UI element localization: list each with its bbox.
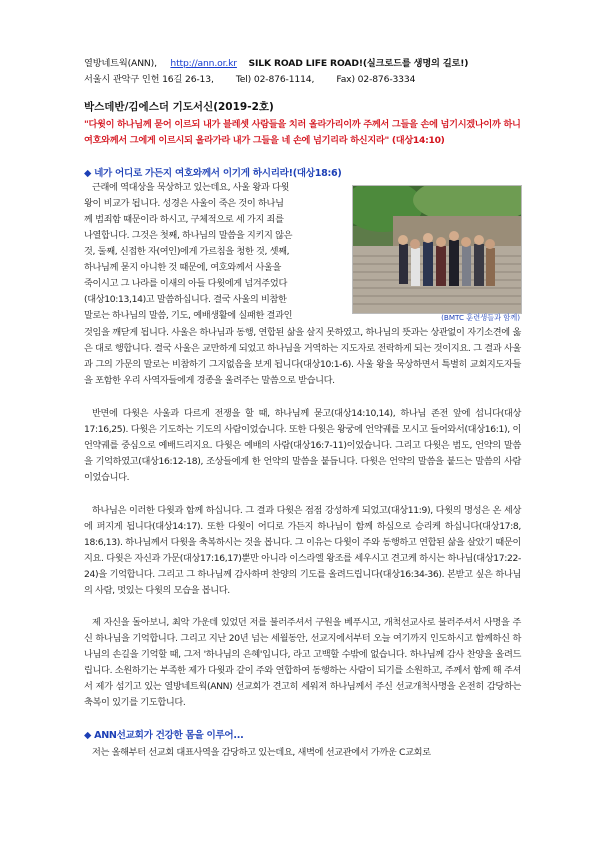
org-name: 열방네트웍(ANN), [84,58,157,69]
diamond-icon: ◆ [84,730,92,741]
text-line: 근래에 역대상을 묵상하고 있는데요, 사울 왕과 다윗 [92,182,290,193]
group-photo [352,185,522,314]
org-website-link[interactable]: http://ann.or.kr [170,58,237,69]
org-slogan: SILK ROAD LIFE ROAD!(실크로드를 생명의 길로!) [248,58,469,69]
paragraph-1-rest: 것임을 깨닫게 됩니다. 사울은 하나님과 동행, 연합된 삶을 살지 못하였고, 하나님의 뜻과는 상관없이 자기소견에 옳은 대로 행합니다. 결국 사울은 교만하게 되었고 하나님을 거역하는 지도자로 전락하게 되는 것이지요. 그 결과 사울과 그의 가문의 말로는 비참하기 그지없음을 보게 됩니다(대상10:1-6). 사울 왕을 묵상하면서 특별히 교회지도자들을 포함한 우리 사역자들에게 경종을 울려주는 말씀으로 받습니다. [84,327,521,387]
diamond-icon: ◆ [84,168,92,179]
text-line: 나열합니다. 그것은 첫째, 하나님의 말씀을 지키지 않은 [84,230,293,242]
opening-verse: "다윗이 하나님께 묻어 이르되 내가 블레셋 사람들을 치러 올라가리이까 주께서 그들을 손에 넘기시겠나이까 하니 여호와께서 그에게 이르시되 올라가라 내가 그들을 네 손에 넘기리라 하신지라" (대상14:10) [84,119,521,146]
section-heading-2-text: ANN선교회가 건강한 몸을 이루어... [94,730,244,741]
letterhead-line-1 [84,56,468,72]
section-heading-1 [84,165,341,179]
section-heading-2 [84,727,243,741]
paragraph-4: 제 자신을 돌아보니, 최악 가운데 있었던 저를 불러주셔서 구원을 베푸시고, 개척선교사로 불러주셔서 사명을 주신 하나님을 기억합니다. 그리고 지난 20년 넘는 세월동안, 선교지에서부터 오늘 여기까지 인도하시고 함께하신 하나님의 손길을 기억할 때, 그저 '하나님의 은혜'입니다, 라고 고백할 수밖에 없습니다. 하나님께 감사 찬양을 올려드립니다. 소원하기는 부족한 제가 다윗과 같이 주와 연합하여 동행하는 사람이 되기를 소원하고, 주께서 함께 해 주셔서 제가 섬기고 있는 열방네트웍(ANN) 선교회가 견고히 세워져 하나님께서 주신 선교개척사명을 온전히 감당하는 축복이 있기를 기도합니다. [84,617,521,709]
paragraph-5: 저는 올해부터 선교회 대표사역을 감당하고 있는데요, 새벽에 선교관에서 가까운 C교회로 [92,747,431,758]
letterhead-line-2: 서울시 관악구 인헌 16길 26-13, Tel) 02-876-1114, Fax) 02-876-3334 [84,74,416,85]
text-line: 하나님께 묻지 아니한 것 때문에, 여호와께서 사울을 [84,262,282,274]
paragraph-3: 하나님은 이러한 다윗과 함께 하십니다. 그 결과 다윗은 점점 강성하게 되었고(대상11:9), 다윗의 명성은 온 세상에 퍼지게 됩니다(대상14:17). 또한 다윗이 어디로 가든지 하나님이 함께 하심으로 승리케 하십니다(대상17:8, 18:6,13). 하나님께서 다윗을 축복하시는 것을 봅니다. 그 이유는 다윗이 주와 동행하고 연합된 삶을 살았기 때문이지요. 다윗은 자신과 가문(대상17:16,17)뿐만 아니라 이스라엘 왕조를 세우시고 견고케 하시는 하나님(대상17:22-24)을 기억합니다. 그리고 그 하나님께 감사하며 찬양의 기도를 올려드립니다(대상16:34-36). 본받고 싶은 하나님의 사람, 멋있는 다윗의 모습을 봅니다. [84,505,521,597]
letter-title: 박스데반/김에스더 기도서신(2019-2호) [84,101,274,113]
photo-caption: (BMTC 훈련생들과 함께) [441,313,520,322]
letterhead [84,56,468,88]
text-line: 께 범죄함 때문이라 하시고, 구체적으로 세 가지 죄를 [84,214,284,226]
text-line: 죽이시고 그 나라를 이새의 아들 다윗에게 넘겨주었다 [84,278,287,290]
paragraph-2: 반면에 다윗은 사울과 다르게 전쟁을 할 때, 하나님께 묻고(대상14:10,14), 하나님 존전 앞에 섭니다(대상17:16,25). 다윗은 기도하는 기도의 사람이었습니다. 또한 다윗은 왕궁에 언약궤를 모시고 들어와서(대상16:1), 이 언약궤를 중심으로 예배드리지요. 다윗은 예배의 사람(대상16:7-11)이었습니다. 그리고 다윗은 범도, 언약의 말씀을 기억하였고(대상16:12-18), 조상들에게 한 언약의 말씀을 붙듭니다. 다윗은 언약의 말씀을 붙드는 말씀의 사람이었습니다. [84,408,521,484]
paragraph-1-narrow [84,180,346,324]
text-line: 것, 둘째, 신접한 자(여인)에게 가르침을 청한 것, 셋째, [84,246,290,258]
section-heading-1-text: 네가 어디로 가든지 여호와께서 이기게 하시리라!(대상18:6) [94,168,342,179]
text-line: (대상10:13,14)고 말씀하십니다. 결국 사울의 비참한 [84,294,287,306]
text-line: 말로는 하나님의 말씀, 기도, 예배생활에 실패한 결과인 [84,310,293,322]
text-line: 왕이 비교가 됩니다. 성경은 사울이 죽은 것이 하나님 [84,198,284,210]
